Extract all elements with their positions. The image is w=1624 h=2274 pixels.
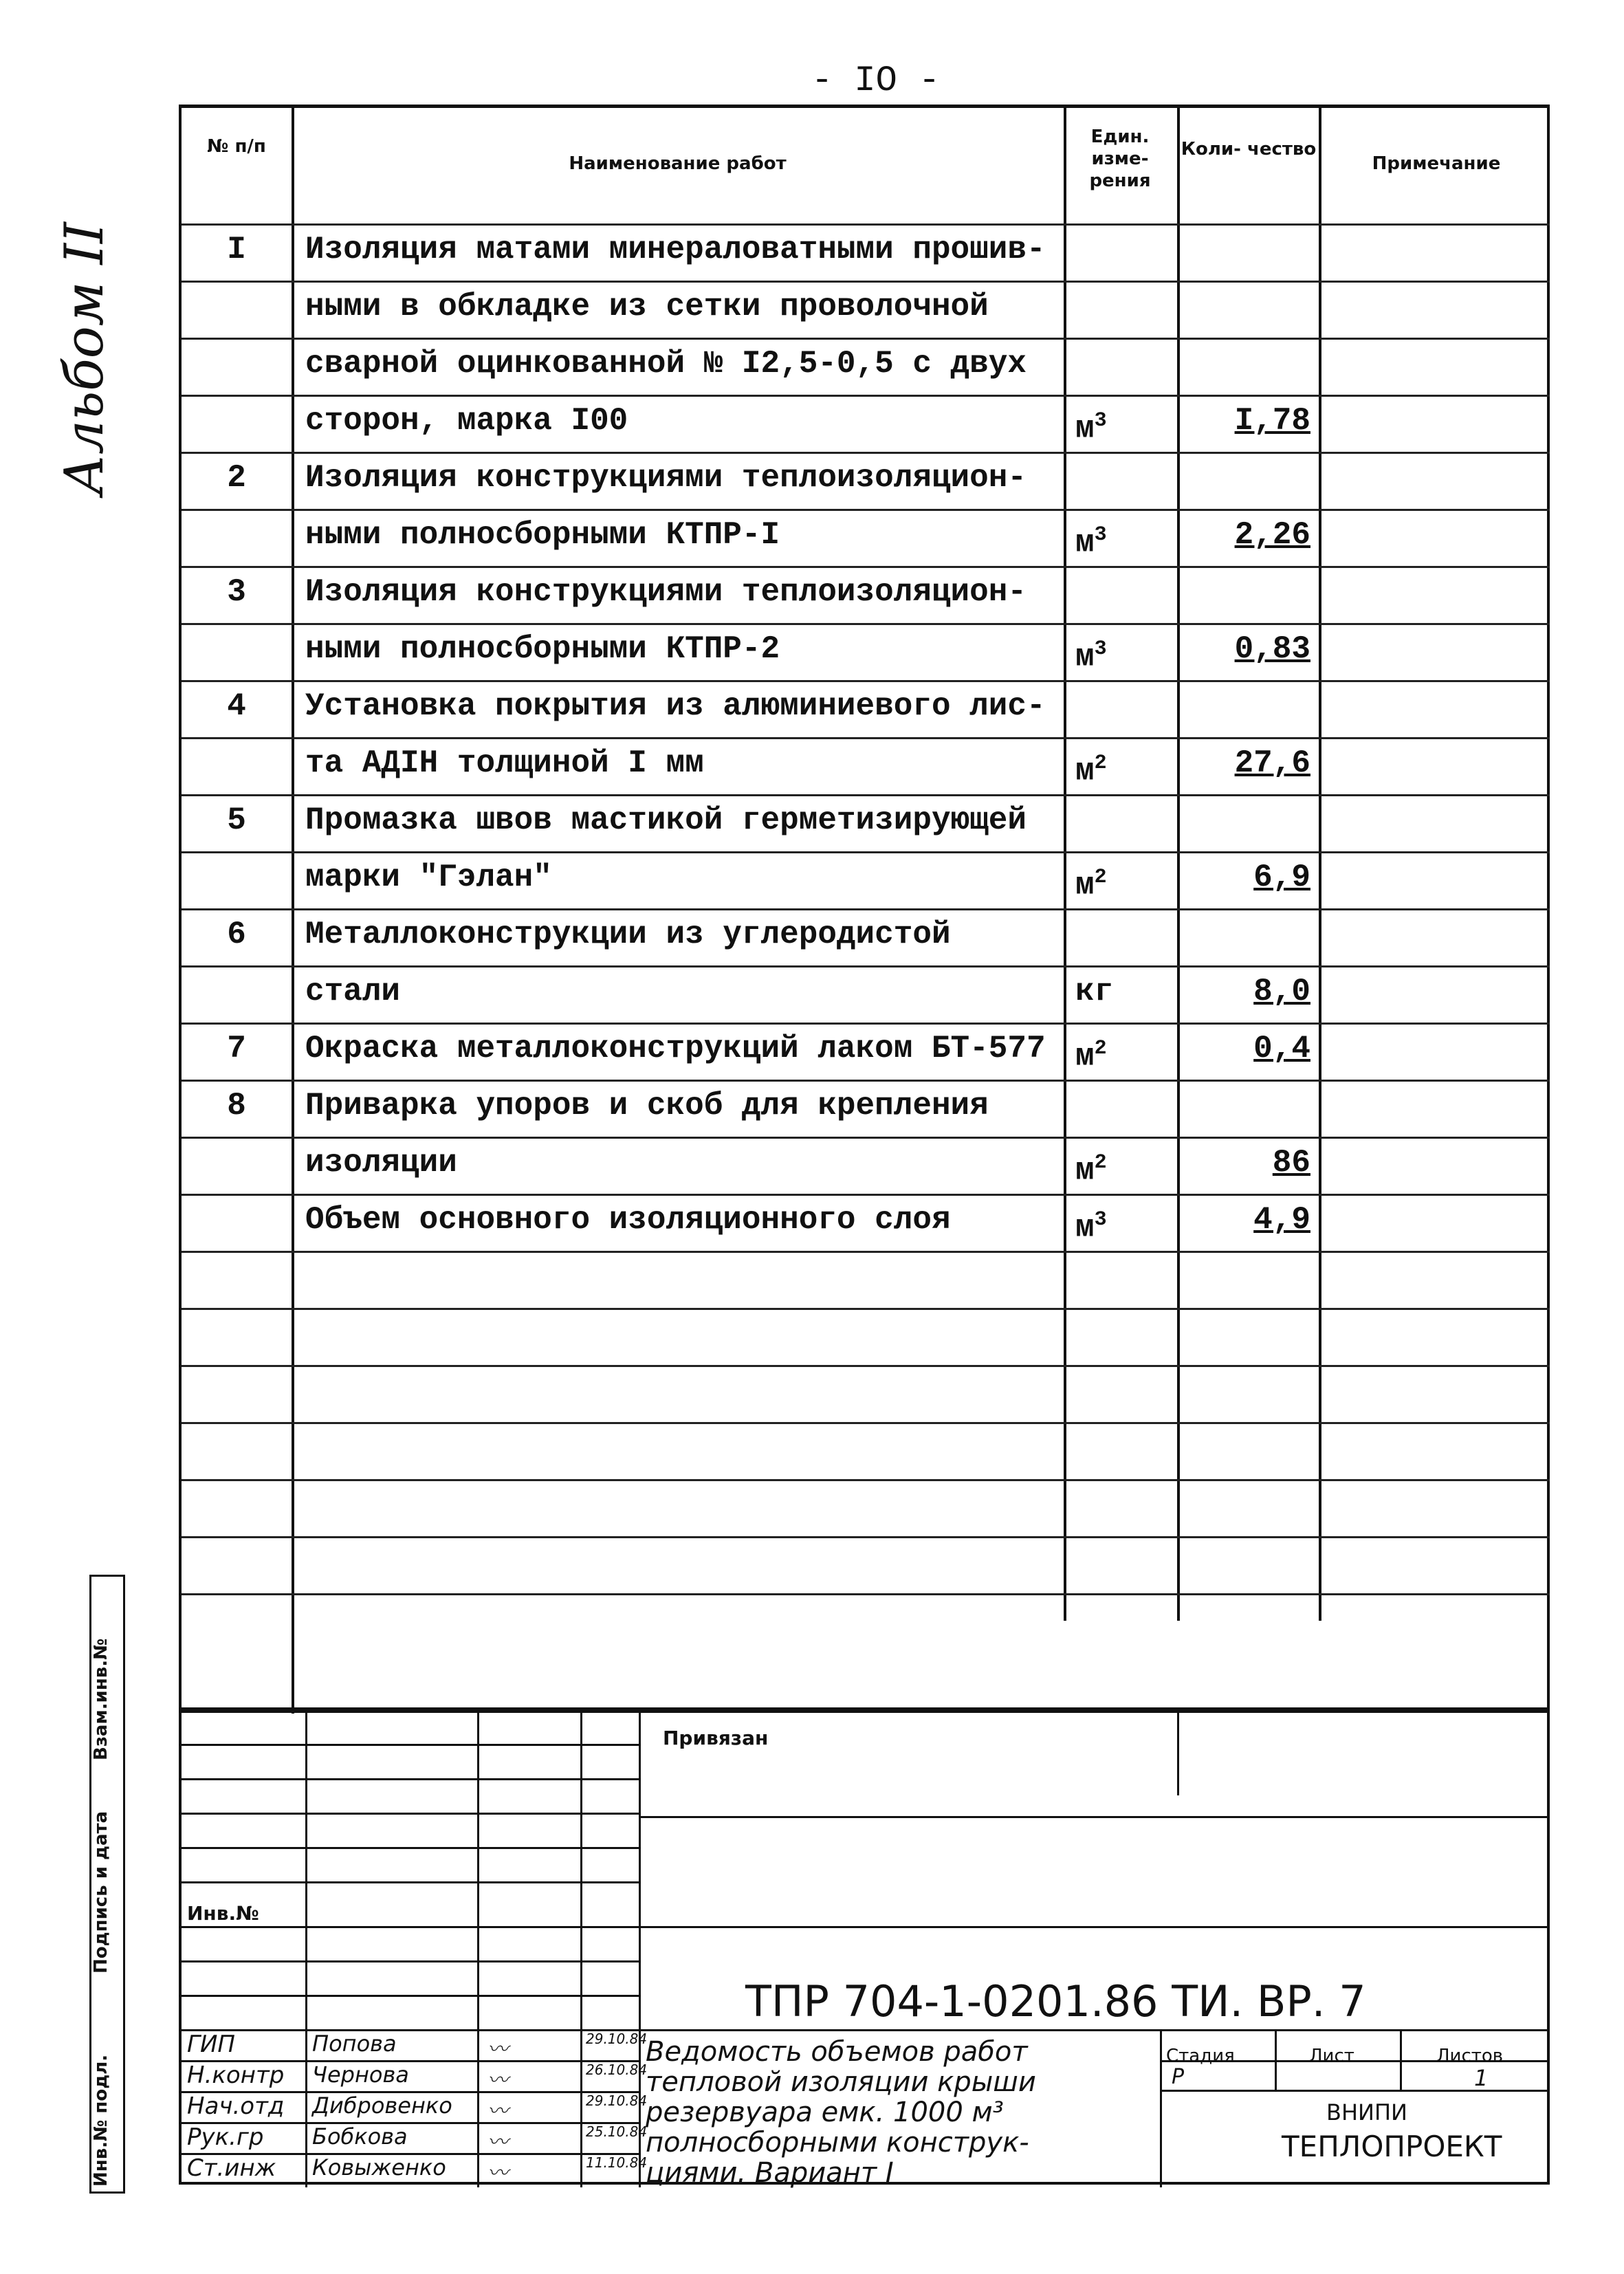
grid-line	[182, 1137, 1550, 1139]
row-text: Приварка упоров и скоб для крепления	[305, 1088, 989, 1124]
signer-date: 26.10.84	[586, 2062, 648, 2078]
unit-exponent: 2	[1094, 1151, 1107, 1174]
row-quantity: 0,83	[1234, 631, 1310, 667]
header-qty: Коли- чество	[1181, 139, 1317, 160]
row-text: Объем основного изоляционного слоя	[305, 1202, 951, 1238]
doc-title-line: полносборными конструк-	[646, 2127, 1029, 2158]
row-quantity: 6,9	[1253, 860, 1310, 895]
row-text: Окраска металлоконструкций лаком БТ-577	[305, 1031, 1046, 1067]
grid-line	[182, 851, 1550, 853]
row-unit	[1075, 971, 1113, 1012]
unit-exponent: 2	[1094, 866, 1107, 889]
signature-scribble: 〰	[487, 2037, 508, 2062]
unit-exponent: 3	[1094, 1208, 1107, 1232]
page-number: - IO -	[811, 61, 941, 101]
row-text: ными в обкладке из сетки проволочной	[305, 289, 989, 325]
signature-scribble: 〰	[487, 2161, 508, 2185]
row-text: Установка покрытия из алюминиевого лис-	[305, 688, 1046, 724]
header-note: Примечание	[1372, 153, 1501, 174]
row-quantity: 0,4	[1253, 1031, 1310, 1067]
signer-date: 25.10.84	[586, 2123, 648, 2140]
grid-line	[182, 452, 1550, 454]
row-text: сварной оцинкованной № I2,5-0,5 с двух	[305, 346, 1027, 382]
unit-base: м	[1075, 525, 1095, 561]
signer-date: 29.10.84	[586, 2092, 648, 2109]
row-text: марки "Гэлан"	[305, 860, 552, 895]
row-number: I	[227, 232, 246, 267]
unit-base: м	[1075, 1210, 1095, 1246]
grid-line	[182, 1308, 1550, 1310]
signer-role: Нач.отд	[187, 2092, 285, 2120]
header-name: Наименование работ	[569, 153, 787, 174]
row-unit	[1075, 628, 1107, 677]
grid-line	[182, 281, 1550, 283]
unit-base: м	[1075, 753, 1095, 789]
grid-line	[182, 395, 1550, 397]
row-quantity: I,78	[1234, 403, 1310, 439]
row-unit	[1075, 743, 1107, 791]
side-label-podpis: Подпись и дата	[91, 1811, 111, 1974]
stadia-label: Стадия	[1166, 2046, 1235, 2066]
row-text: Изоляция конструкциями теплоизоляцион-	[305, 574, 1027, 610]
grid-line	[182, 1365, 1550, 1367]
row-quantity: 8,0	[1253, 974, 1310, 1009]
unit-base: м	[1075, 411, 1095, 447]
unit-exponent: 3	[1094, 409, 1107, 433]
grid-line	[182, 223, 1550, 226]
row-text: ными полносборными КТПР-2	[305, 631, 780, 667]
signer-role: Рук.гр	[187, 2123, 264, 2151]
listov-label: Листов	[1436, 2046, 1504, 2066]
grid-line	[182, 1593, 1550, 1595]
row-unit	[1075, 400, 1107, 449]
doc-title-line: резервуара емк. 1000 м³	[646, 2097, 1004, 2128]
row-text: изоляции	[305, 1145, 457, 1181]
title-block	[179, 1710, 1550, 2189]
doc-title-line: тепловой изоляции крыши	[646, 2066, 1036, 2098]
grid-line	[182, 737, 1550, 739]
signer-role: Ст.инж	[187, 2154, 276, 2182]
org-line1: ВНИПИ	[1326, 2099, 1407, 2125]
grid-line	[182, 1422, 1550, 1424]
stadia-value: Р	[1172, 2065, 1185, 2089]
row-text: стали	[305, 974, 401, 1009]
grid-line	[182, 566, 1550, 568]
unit-exponent: 3	[1094, 523, 1107, 547]
side-label-vzam: Взам.инв.№	[91, 1638, 111, 1760]
grid-line	[182, 509, 1550, 511]
row-text: ными полносборными КТПР-I	[305, 517, 780, 553]
row-quantity: 2,26	[1234, 517, 1310, 553]
unit-base: кг	[1075, 974, 1114, 1009]
grid-line	[182, 1536, 1550, 1538]
unit-base: м	[1075, 867, 1095, 904]
row-unit	[1075, 1028, 1107, 1077]
grid-line	[182, 623, 1550, 625]
grid-line	[182, 1479, 1550, 1481]
privyazan-label: Привязан	[663, 1727, 769, 1749]
row-unit	[1075, 857, 1107, 906]
row-unit	[1075, 1142, 1107, 1191]
signer-name: Бобкова	[312, 2123, 408, 2150]
doc-title-line: Ведомость объемов работ	[646, 2036, 1028, 2068]
signer-role: Н.контр	[187, 2062, 285, 2089]
signer-name: Чернова	[312, 2062, 409, 2088]
row-text: та АДІН толщиной I мм	[305, 745, 704, 781]
signer-date: 29.10.84	[586, 2031, 648, 2047]
row-number: 4	[227, 688, 246, 724]
signer-name: Ковыженко	[312, 2154, 446, 2180]
side-label-inv-podl: Инв.№ подл.	[91, 2054, 111, 2187]
grid-line	[182, 1023, 1550, 1025]
signer-role: ГИП	[187, 2031, 235, 2058]
grid-line	[182, 965, 1550, 967]
list-label: Лист	[1309, 2046, 1354, 2066]
row-number: 7	[227, 1031, 246, 1067]
doc-title-line: циями. Вариант I	[646, 2157, 894, 2189]
header-num: № п/п	[207, 136, 266, 157]
unit-exponent: 2	[1094, 752, 1107, 775]
grid-line	[182, 1080, 1550, 1082]
signer-name: Дибровенко	[312, 2092, 452, 2119]
row-text: Металлоконструкции из углеродистой	[305, 917, 951, 952]
listov-value: 1	[1474, 2065, 1489, 2091]
signer-name: Попова	[312, 2031, 397, 2057]
signature-scribble: 〰	[487, 2068, 508, 2092]
grid-line	[182, 338, 1550, 340]
header-unit: Един. изме- рения	[1089, 127, 1151, 191]
unit-exponent: 3	[1094, 637, 1107, 661]
row-number: 8	[227, 1088, 246, 1124]
grid-line	[182, 1194, 1550, 1196]
row-number: 6	[227, 917, 246, 952]
grid-line	[182, 1251, 1550, 1253]
row-number: 2	[227, 460, 246, 496]
grid-line	[182, 680, 1550, 682]
org-line2: ТЕПЛОПРОЕКТ	[1282, 2130, 1502, 2163]
row-text: Изоляция матами минераловатными прошив-	[305, 232, 1046, 267]
unit-base: м	[1075, 1152, 1095, 1189]
row-number: 3	[227, 574, 246, 610]
signer-date: 11.10.84	[586, 2154, 648, 2171]
row-unit	[1075, 514, 1107, 563]
unit-exponent: 2	[1094, 1037, 1107, 1060]
works-table	[179, 105, 1550, 1710]
row-quantity: 4,9	[1253, 1202, 1310, 1238]
unit-base: м	[1075, 1038, 1095, 1075]
grid-line	[182, 908, 1550, 910]
row-quantity: 27,6	[1234, 745, 1310, 781]
row-number: 5	[227, 802, 246, 838]
row-text: Изоляция конструкциями теплоизоляцион-	[305, 460, 1027, 496]
row-unit	[1075, 1199, 1107, 1248]
signature-scribble: 〰	[487, 2099, 508, 2123]
row-quantity: 86	[1272, 1145, 1310, 1181]
album-mark: Альбом II	[54, 222, 116, 495]
grid-line	[182, 794, 1550, 796]
doc-code: ТПР 704-1-0201.86 ТИ. ВР. 7	[745, 1976, 1366, 2026]
inv-label: Инв.№	[187, 1902, 259, 1925]
signature-scribble: 〰	[487, 2130, 508, 2154]
row-text: сторон, марка I00	[305, 403, 628, 439]
unit-base: м	[1075, 639, 1095, 675]
row-text: Промазка швов мастикой герметизирующей	[305, 802, 1027, 838]
